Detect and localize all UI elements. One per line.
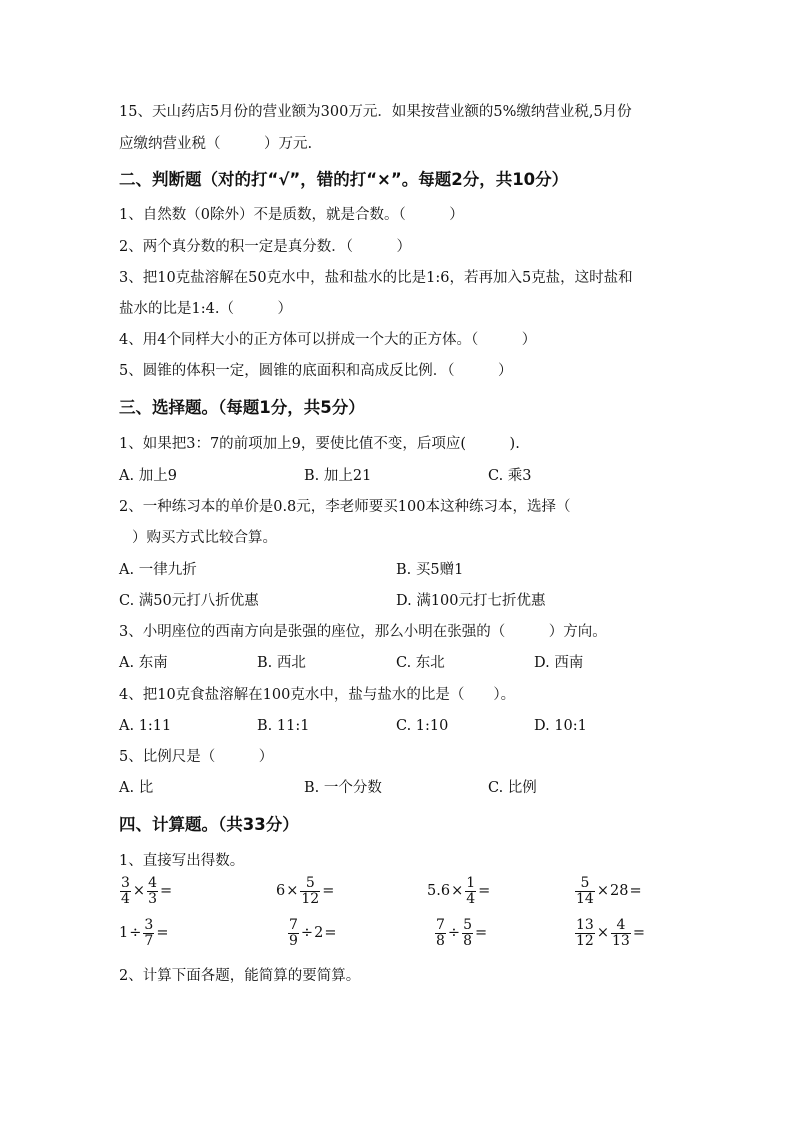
fraction: $\frac{1}{4}$ <box>466 875 476 907</box>
fraction: $\frac{3}{7}$ <box>144 917 154 949</box>
s3-q2-stem-1: 2、一种练习本的单价是0.8元，李老师要买100本这种练习本，选择（ <box>119 499 571 515</box>
q15-line1: 15、天山药店5月份的营业额为300万元．如果按营业额的5%缴纳营业税,5月份 <box>119 104 632 120</box>
s3-q4-stem: 4、把10克食盐溶解在100克水中，盐与盐水的比是（ ）。 <box>119 687 516 703</box>
s2-item-3b: 盐水的比是1:4.（ ） <box>119 301 292 317</box>
s3-q5-option-a: A. 比 <box>119 780 154 796</box>
s2-item-5: 5、圆锥的体积一定，圆锥的底面积和高成反比例．（ ） <box>119 363 513 379</box>
s3-q3-option-c: C. 东北 <box>396 655 445 671</box>
fraction: $\frac{7}{8}$ <box>436 917 445 949</box>
s3-q2-option-b: B. 买5赠1 <box>396 562 464 578</box>
fraction: $\frac{4}{13}$ <box>611 917 630 949</box>
fraction: $\frac{5}{8}$ <box>463 917 472 949</box>
fraction: $\frac{7}{9}$ <box>289 917 298 949</box>
s2-item-4: 4、用4个同样大小的正方体可以拼成一个大的正方体。（ ） <box>119 332 537 348</box>
s3-q5-stem: 5、比例尺是（ ） <box>119 749 274 765</box>
fraction: $\frac{4}{3}$ <box>148 875 157 907</box>
s2-item-3a: 3、把10克盐溶解在50克水中，盐和盐水的比是1:6，若再加入5克盐，这时盐和 <box>119 270 633 286</box>
s3-q2-option-a: A. 一律九折 <box>119 562 197 578</box>
expr-2: 6 × $\frac{5}{12}$ = <box>276 875 335 907</box>
s3-q2-option-d: D. 满100元打七折优惠 <box>396 593 546 609</box>
s3-q1-stem: 1、如果把3：7的前项加上9，要使比值不变，后项应( ). <box>119 436 520 452</box>
expr-8: $\frac{13}{12}$ × $\frac{4}{13}$ = <box>576 917 645 949</box>
fraction: $\frac{3}{4}$ <box>121 875 130 907</box>
s2-item-1: 1、自然数（0除外）不是质数，就是合数。（ ） <box>119 207 464 223</box>
s3-q5-option-c: C. 比例 <box>488 780 537 796</box>
s3-q3-option-a: A. 东南 <box>119 655 168 671</box>
section2-title: 二、判断题（对的打“√”，错的打“×”。每题2分，共10分） <box>119 170 569 189</box>
fraction: $\frac{5}{14}$ <box>576 875 594 907</box>
s3-q4-option-c: C. 1:10 <box>396 718 449 734</box>
s3-q1-option-c: C. 乘3 <box>488 468 532 484</box>
s3-q4-option-b: B. 11:1 <box>257 718 310 734</box>
expr-5: 1 ÷ $\frac{3}{7}$ = <box>119 917 169 949</box>
fraction: $\frac{5}{12}$ <box>301 875 320 907</box>
section4-title: 四、计算题。（共33分） <box>119 815 299 834</box>
s4-q1: 1、直接写出得数。 <box>119 853 245 869</box>
expr-6: $\frac{7}{9}$ ÷ 2 = <box>289 917 337 949</box>
section3-title: 三、选择题。（每题1分，共5分） <box>119 398 365 417</box>
s3-q5-option-b: B. 一个分数 <box>304 780 382 796</box>
s3-q2-option-c: C. 满50元打八折优惠 <box>119 593 259 609</box>
expr-4: $\frac{5}{14}$ × 28 = <box>576 875 642 907</box>
s3-q3-option-d: D. 西南 <box>534 655 584 671</box>
s4-q2: 2、计算下面各题，能简算的要简算。 <box>119 968 361 984</box>
s3-q3-option-b: B. 西北 <box>257 655 306 671</box>
s3-q1-option-a: A. 加上9 <box>119 468 177 484</box>
s2-item-2: 2、两个真分数的积一定是真分数．（ ） <box>119 239 411 255</box>
s3-q3-stem: 3、小明座位的西南方向是张强的座位，那么小明在张强的（ ）方向。 <box>119 624 607 640</box>
s3-q2-stem-2: ）购买方式比较合算。 <box>132 530 277 546</box>
expr-1: $\frac{3}{4}$ × $\frac{4}{3}$ = <box>121 875 173 907</box>
s3-q4-option-d: D. 10:1 <box>534 718 587 734</box>
expr-7: $\frac{7}{8}$ ÷ $\frac{5}{8}$ = <box>436 917 488 949</box>
s3-q4-option-a: A. 1:11 <box>119 718 172 734</box>
expr-3: 5.6 × $\frac{1}{4}$ = <box>427 875 491 907</box>
q15-line2: 应缴纳营业税（ ）万元. <box>119 136 313 152</box>
s3-q1-option-b: B. 加上21 <box>304 468 372 484</box>
fraction: $\frac{13}{12}$ <box>576 917 594 949</box>
